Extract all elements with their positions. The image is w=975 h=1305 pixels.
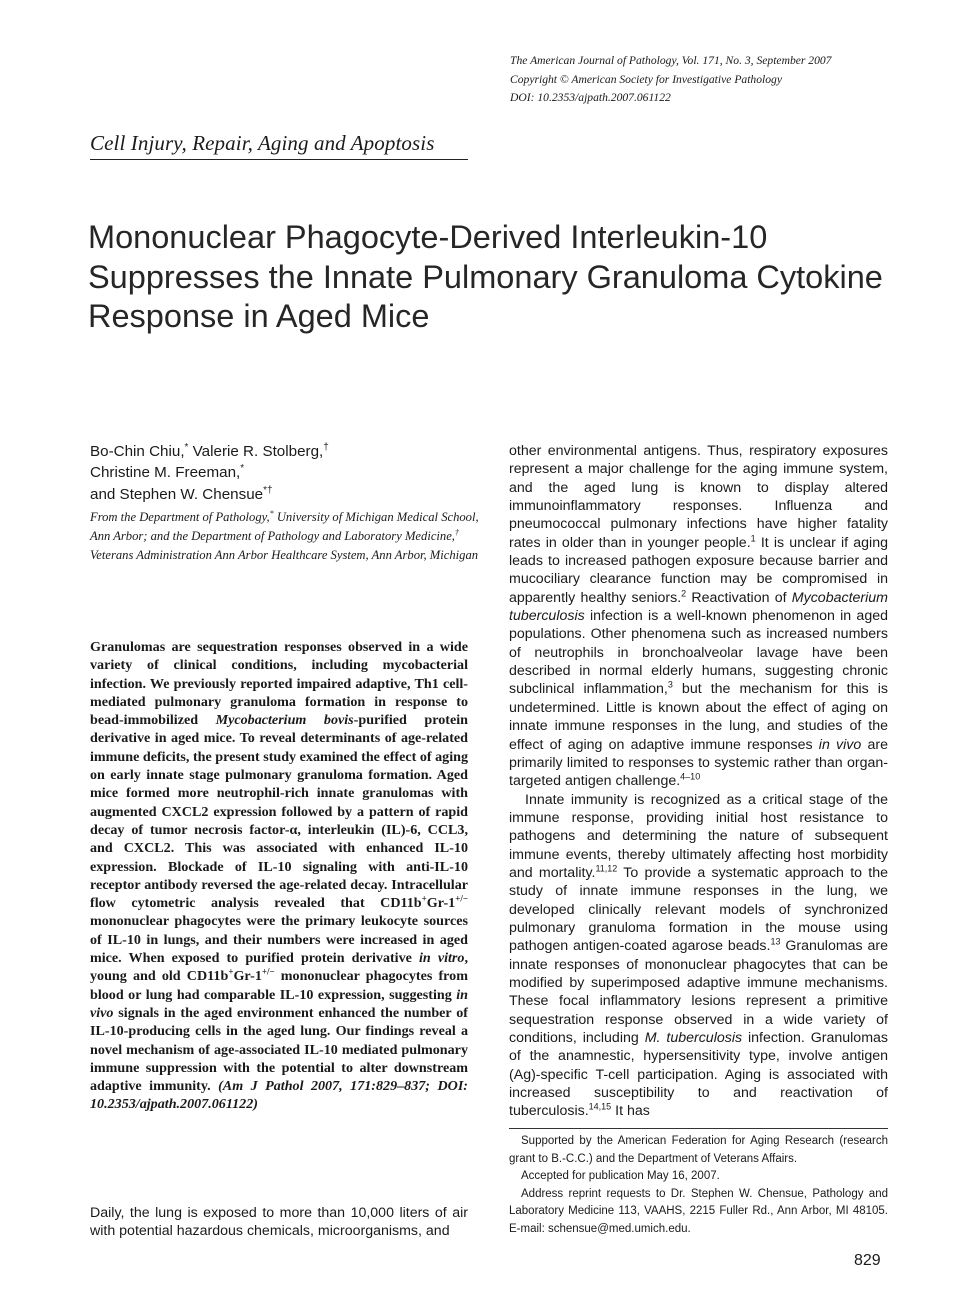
body-text-right-column	[509, 442, 888, 1121]
italic-term: in vivo	[818, 736, 862, 753]
abstract-text: mononuclear phagocytes were the primary leukocyte sources of IL-10 in lungs, and their numbers were increased in aged mice. When exposed to purified protein derivative	[90, 913, 468, 967]
abstract-italic: in vivo	[90, 986, 468, 1021]
reference-marker: 2	[681, 588, 687, 599]
body-text: To provide a systematic approach to the study of innate immune responses in the lung, we developed clinically relevant models of synchronized pulmonary granuloma formation in the mouse using pathogen antigen-coated agarose beads.	[509, 864, 889, 955]
abstract-text: mononuclear phagocytes from blood or lung had comparable IL-10 expression, suggesting	[90, 968, 468, 1003]
journal-citation-line: The American Journal of Pathology, Vol. 171, No. 3, September 2007	[510, 54, 832, 67]
affiliation-text: University of Michigan Medical School, Ann Arbor; and the Department of Pathology and Laboratory Medicine,	[90, 510, 479, 543]
body-text-left-column: Daily, the lung is exposed to more than 10,000 liters of air with potential hazardous chemicals, microorganisms, and	[90, 1205, 468, 1240]
affiliation-text: Veterans Administration Ann Arbor Healthcare System, Ann Arbor, Michigan	[90, 547, 479, 562]
abstract-sup: +	[228, 966, 234, 977]
author-line-1	[90, 441, 480, 462]
abstract-sup: +/−	[261, 966, 275, 977]
abstract	[90, 638, 468, 1114]
reference-marker: 11,12	[595, 863, 618, 874]
author-list	[90, 441, 480, 505]
copyright-line: Copyright © American Society for Investigative Pathology	[510, 72, 782, 86]
journal-header	[510, 52, 910, 108]
author-name: Bo-Chin Chiu,	[90, 443, 185, 460]
author-name: Christine M. Freeman,	[90, 464, 241, 482]
reference-marker: 14,15	[588, 1101, 612, 1112]
abstract-sup: +	[421, 893, 427, 904]
section-title: Cell Injury, Repair, Aging and Apoptosis	[90, 131, 435, 155]
body-text: but the mechanism for this is undetermined. Little is known about the effect of aging on innate immune responses in the lung, and studies of the effect of aging on adaptive immune responses	[509, 681, 889, 753]
abstract-text: Granulomas are sequestration responses observed in a wide variety of clinical conditions, including mycobacterial infection. We previously reported impaired adaptive, Th1 cell-mediated pulmonary granuloma formation in response to bead-immobilized	[90, 639, 468, 729]
author-marker: †	[323, 441, 329, 453]
section-title-underline	[90, 159, 468, 160]
abstract-text: -purified protein derivative in aged mice. To reveal determinants of age-related immune deficits, the present study examined the effect of aging on early innate stage pulmonary granuloma formation. Aged mice formed more neutrophil-rich innate granulomas with augmented CXCL2 expression followed by a pattern of rapid decay of tumor necrosis factor-α, interleukin (IL)-6, CCL3, and CXCL2. This was associated with enhanced IL-10 expression. Blockade of IL-10 signaling with anti-IL-10 receptor antibody reversed the age-related decay. Intracellular flow cytometric analysis revealed that CD11b	[90, 712, 469, 912]
footnote-accepted: Accepted for publication May 16, 2007.	[521, 1170, 720, 1183]
doi-line: DOI: 10.2353/ajpath.2007.061122	[510, 91, 671, 104]
abstract-text: signals in the aged environment enhanced the number of IL-10-producing cells in the aged lung. Our findings reveal a novel mechanism of age-associated IL-10 mediated pulmonary immune suppression with the potential to alter downstream adaptive immunity.	[90, 1004, 468, 1095]
reference-marker: 3	[667, 679, 673, 690]
footnote-address: Address reprint requests to Dr. Stephen W. Chensue, Pathology and Laboratory Medicine 113, VAAHS, 2215 Fuller Rd., Ann Arbor, MI 48105. E-mail: schensue@med.umich.edu.	[509, 1187, 888, 1235]
page-number: 829	[854, 1252, 881, 1269]
reference-marker: 1	[750, 532, 756, 543]
author-marker: *	[184, 441, 189, 453]
abstract-sup: +/−	[455, 893, 468, 904]
affiliations	[90, 508, 480, 564]
author-name: and Stephen W. Chensue	[90, 485, 264, 503]
body-text: Granulomas are innate responses of mononuclear phagocytes that can be modified by superimposed adaptive immune mechanisms. These focal inflammatory lesions represent a primitive sequestration response observed in a wide variety of conditions, including	[509, 938, 888, 1046]
italic-term: M. tuberculosis	[644, 1030, 743, 1046]
body-text: Reactivation of	[686, 589, 792, 606]
body-text: Innate immunity is recognized as a critical stage of the immune response, providing initial host resistance to pathogens and determining the nature of subsequent immune events, thereby ultimately affecting host morbidity and mortality.	[509, 791, 888, 881]
body-text: other environmental antigens. Thus, respiratory exposures represent a major challenge for the aging immune system, and the aged lung is known to display altered immunoinflammatory responses. Influenza and pneumococcal pulmonary infections have higher fatality rates in older than in younger people.	[509, 443, 888, 551]
body-text: It is unclear if aging leads to increased pathogen exposure because barrier and mucociliary clearance function may be compromised in apparently healthy seniors.	[509, 534, 888, 606]
abstract-italic: Mycobacterium bovis	[215, 712, 354, 729]
footnote-divider	[509, 1128, 888, 1129]
affiliation-text: From the Department of Pathology,	[90, 510, 270, 524]
body-paragraph-2	[509, 791, 888, 1121]
author-marker: *†	[263, 484, 273, 496]
affiliation-marker: *	[269, 508, 274, 518]
reference-marker: 4–10	[680, 771, 701, 782]
abstract-text: Gr-1	[426, 895, 456, 912]
affiliation-marker: †	[454, 527, 459, 537]
abstract-text: , young and old CD11b	[90, 950, 468, 985]
footnote-support: Supported by the American Federation for Aging Research (research grant to B.-C.C.) and the Department of Veterans Affairs.	[509, 1135, 888, 1165]
reference-marker: 13	[770, 936, 781, 947]
italic-term: Mycobacterium tuberculosis	[509, 589, 888, 625]
author-name: Valerie R. Stolberg,	[188, 443, 324, 460]
author-line-3	[90, 484, 480, 505]
abstract-text: Gr-1	[233, 968, 262, 985]
body-paragraph-1	[509, 442, 888, 791]
body-text: infection is a well-known phenomenon in aged populations. Other phenomena such as increased numbers of neutrophils in bronchoalveolar lavage have been described in normal elderly humans, suggesting chronic subclinical inflammation,	[509, 608, 888, 698]
author-marker: *	[240, 463, 245, 475]
body-text: are primarily limited to responses to systemic rather than organ-targeted antigen challenge.	[509, 736, 888, 790]
article-title: Mononuclear Phagocyte-Derived Interleukin-10 Suppresses the Innate Pulmonary Granuloma Cytokine Response in Aged Mice	[88, 219, 883, 334]
author-line-2	[90, 462, 480, 483]
abstract-citation: (Am J Pathol 2007, 171:829–837; DOI: 10.2353/ajpath.2007.061122)	[90, 1078, 468, 1113]
body-text: It has	[611, 1103, 650, 1120]
body-text: infection. Granulomas of the anamnestic, hypersensitivity type, involve antigen (Ag)-specific T-cell participation. Aging is associated with increased susceptibility to and reactivation of tuberculosis.	[509, 1030, 888, 1120]
abstract-italic: in vitro	[419, 950, 465, 967]
footnotes	[509, 1133, 888, 1239]
